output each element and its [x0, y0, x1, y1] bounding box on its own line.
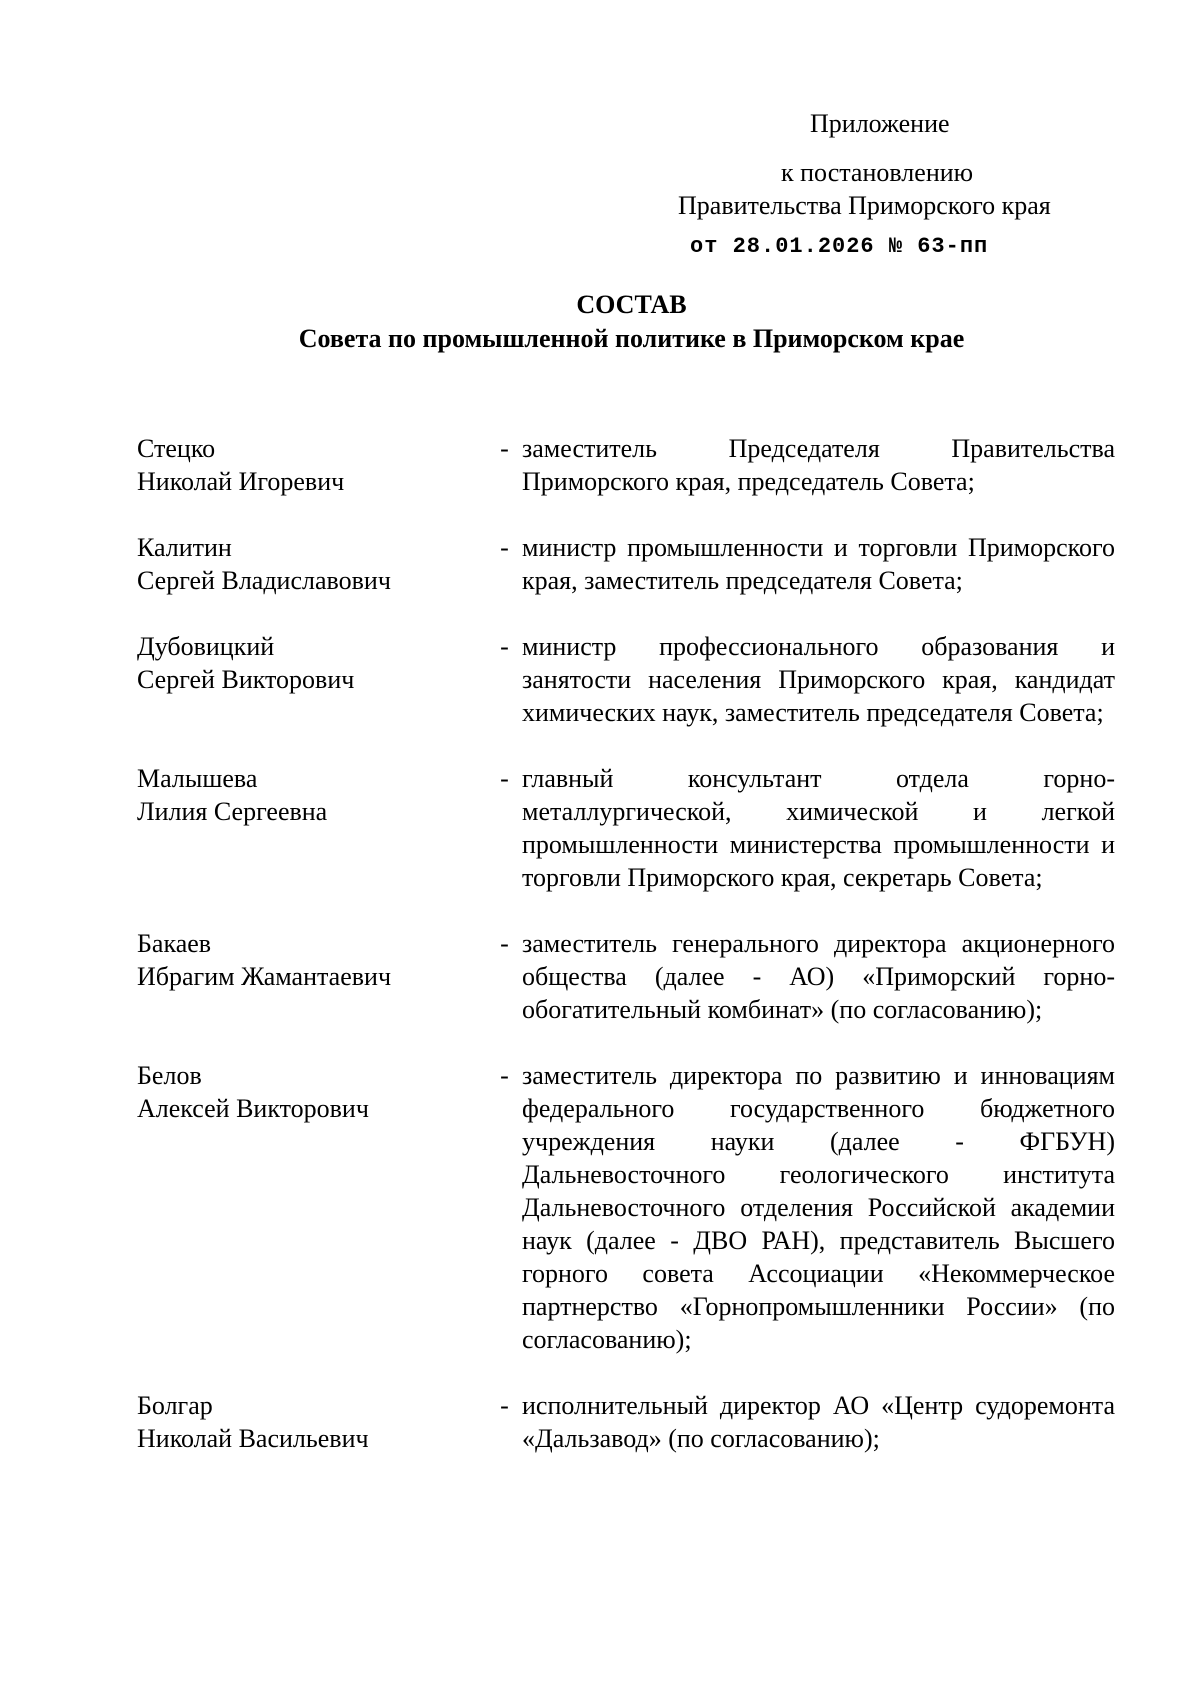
- member-name: [137, 1389, 487, 1455]
- member-given-names: Ибрагим Жамантаевич: [137, 962, 392, 991]
- member-dash: -: [500, 764, 509, 793]
- member-given-names: Николай Игоревич: [137, 467, 345, 496]
- member-entry: [137, 531, 1115, 597]
- member-role: заместитель директора по развитию и инновациям федерального государственного бюджетного учреждения науки (далее - ФГБУН) Дальневосточного геологического института Дальневосточного отделения Российской академии наук (далее - ДВО РАН), представитель Высшего горного совета Ассоциации «Некоммерческое партнерство «Горнопромышленники России» (по согласованию);: [522, 1061, 1115, 1354]
- member-surname: Калитин: [137, 533, 232, 562]
- members-list: [137, 432, 1115, 1455]
- member-entry: [137, 630, 1115, 729]
- member-dash: -: [500, 1061, 509, 1090]
- member-surname: Стецко: [137, 434, 216, 463]
- member-entry: [137, 762, 1115, 894]
- member-entry: [137, 432, 1115, 498]
- appendix-title: Приложение: [810, 109, 950, 138]
- member-given-names: Сергей Викторович: [137, 665, 355, 694]
- member-surname: Белов: [137, 1061, 202, 1090]
- member-name: [137, 432, 487, 498]
- member-given-names: Алексей Викторович: [137, 1094, 369, 1123]
- member-role: исполнительный директор АО «Центр судоремонта «Дальзавод» (по согласованию);: [522, 1391, 1115, 1453]
- member-name: [137, 927, 487, 993]
- member-surname: Бакаев: [137, 929, 212, 958]
- member-dash: -: [500, 1391, 509, 1420]
- member-given-names: Николай Васильевич: [137, 1424, 369, 1453]
- member-surname: Дубовицкий: [137, 632, 275, 661]
- member-name: [137, 630, 487, 696]
- member-entry: [137, 1059, 1115, 1356]
- member-entry: [137, 927, 1115, 1026]
- appendix-reference: к постановлению: [781, 158, 974, 187]
- member-name: [137, 762, 487, 828]
- member-name: [137, 1059, 487, 1125]
- member-dash: -: [500, 533, 509, 562]
- member-surname: Болгар: [137, 1391, 213, 1420]
- member-role: главный консультант отдела горно-металлургической, химической и легкой промышленности министерства промышленности и торговли Приморского края, секретарь Совета;: [522, 764, 1115, 892]
- member-given-names: Сергей Владиславович: [137, 566, 391, 595]
- appendix-issuer: Правительства Приморского края: [678, 191, 1051, 220]
- member-surname: Малышева: [137, 764, 258, 793]
- member-role: заместитель Председателя Правительства Приморского края, председатель Совета;: [522, 434, 1115, 496]
- member-dash: -: [500, 434, 509, 463]
- member-dash: -: [500, 632, 509, 661]
- appendix-date-number: от 28.01.2026 № 63-пп: [690, 234, 989, 259]
- document-title: СОСТАВ: [576, 290, 687, 319]
- member-role: заместитель генерального директора акционерного общества (далее - АО) «Приморский горно-обогатительный комбинат» (по согласованию);: [522, 929, 1115, 1024]
- member-role: министр профессионального образования и занятости населения Приморского края, кандидат химических наук, заместитель председателя Совета;: [522, 632, 1115, 727]
- document-subtitle: Совета по промышленной политике в Приморском крае: [298, 324, 965, 353]
- member-entry: [137, 1389, 1115, 1455]
- member-dash: -: [500, 929, 509, 958]
- member-name: [137, 531, 487, 597]
- member-role: министр промышленности и торговли Приморского края, заместитель председателя Совета;: [522, 533, 1115, 595]
- member-given-names: Лилия Сергеевна: [137, 797, 328, 826]
